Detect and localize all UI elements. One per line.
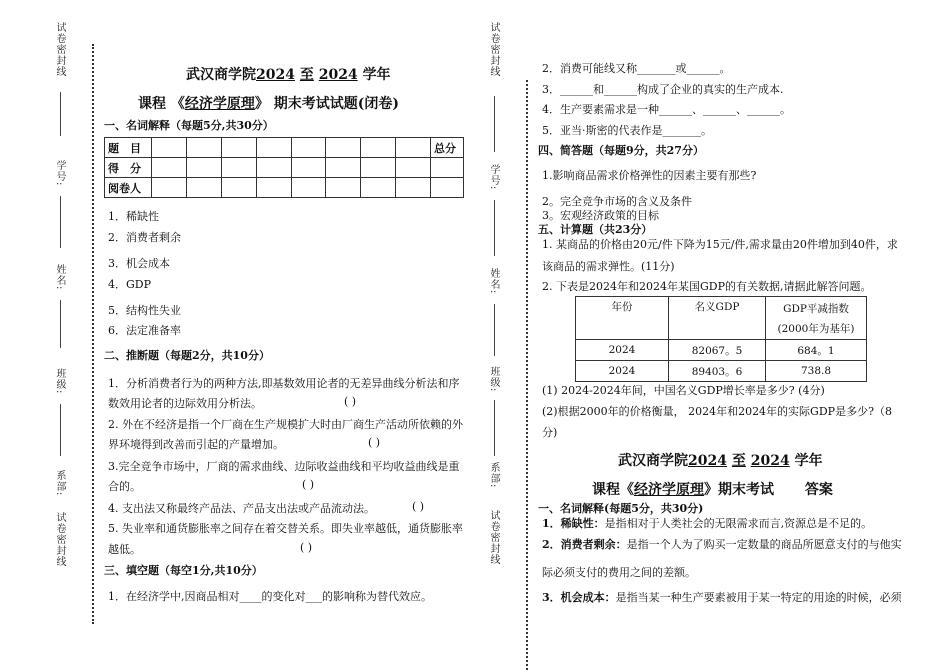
gdp-cell: 2024 (576, 340, 669, 361)
s1-item: 2．消费者剩余 (108, 231, 181, 244)
section1-heading: 一、名词解释（每题5分,共30分） (104, 119, 274, 132)
s1-item: 5．结构性失业 (108, 304, 181, 317)
s2-q2: 2. 外在不经济是指一个厂商在生产规模扩大时由厂商生产活动所依赖的外 (108, 418, 463, 431)
gdp-table (575, 296, 867, 382)
exam-course-title: 课程 《经济学原理》 期末考试试题(闭卷) (138, 96, 399, 112)
student-id-label-2: 学号: (488, 164, 499, 191)
s1-item: 4．GDP (108, 278, 152, 291)
name-label: 姓名: (54, 264, 65, 291)
score-row-title (105, 138, 464, 158)
s1-item: 1．稀缺性 (108, 210, 159, 223)
seal-line-label-bottom-2: 试卷密封线 (488, 510, 499, 565)
class-label-2: 班级: (488, 366, 499, 393)
s5-q1: 该商品的需求弹性。(11分) (542, 260, 675, 273)
gdp-cell: 89403。6 (669, 361, 766, 382)
gdp-cell: 738.8 (766, 361, 867, 382)
gdp-header: 名义GDP (669, 297, 766, 340)
section4-heading: 四、简答题（每题9分，共27分） (538, 144, 704, 157)
s3-q1: 1．在经济学中,因商品相对____的变化对___的影响称为替代效应。 (108, 590, 432, 603)
s3-q5: 5．亚当·斯密的代表作是_______。 (542, 124, 712, 137)
gdp-header-row (576, 297, 867, 340)
s2-q1-mark: ( ) (344, 395, 357, 408)
gdp-row (576, 340, 867, 361)
gdp-header-note: (2000年为基年) (777, 323, 855, 335)
class-label: 班级: (54, 368, 65, 395)
score-row-label: 阅卷人 (105, 178, 152, 198)
s2-q2-mark: ( ) (368, 436, 381, 449)
answer-2-cont: 际必须支付的费用之间的差额。 (542, 566, 696, 579)
s2-q1: 数效用论者的边际效用分析法。 (108, 397, 262, 410)
s1-item: 6．法定准备率 (108, 324, 181, 337)
s5-q2: 2. 下表是2024年和2024年某国GDP的有关数据,请据此解答问题。 (542, 280, 872, 293)
s2-q4: 4. 支出法又称最终产品法、产品支出法或产品流动法。 (108, 502, 375, 515)
binding-line (494, 200, 495, 256)
s3-q4: 4．生产要素需求是一种______、______、______。 (542, 103, 791, 116)
s2-q4-mark: ( ) (412, 500, 425, 513)
total-label: 总分 (431, 138, 464, 158)
answer-1: 1．稀缺性：是指相对于人类社会的无限需求而言,资源总是不足的。 (542, 517, 873, 530)
dept-label-2: 系部: (488, 462, 499, 489)
s1-item: 3．机会成本 (108, 257, 170, 270)
gdp-cell: 82067。5 (669, 340, 766, 361)
section5-heading: 五、计算题（共23分） (538, 223, 653, 236)
student-id-label: 学号: (54, 160, 65, 187)
gdp-cell: 2024 (576, 361, 669, 382)
score-row-label: 得 分 (105, 158, 152, 178)
s5-sub2: 分) (542, 426, 558, 439)
seal-line-label-bottom: 试卷密封线 (54, 512, 65, 567)
answer-3: 3．机会成本：是指当某一种生产要素被用于某一特定的用途的时候，必须 (542, 591, 902, 604)
gdp-header: 年份 (576, 297, 669, 340)
binding-line (60, 196, 61, 248)
binding-line (60, 300, 61, 348)
seal-dotted-line (92, 44, 94, 624)
section3-heading: 三、填空题（每空1分,共10分） (104, 564, 263, 577)
binding-line (494, 304, 495, 356)
score-row-grader (105, 178, 464, 198)
s3-q3: 3．______和______构成了企业的真实的生产成本. (542, 83, 784, 96)
seal-dotted-line-2 (526, 80, 528, 670)
gdp-header-label: GDP平减指数 (783, 303, 849, 315)
name-label-2: 姓名: (488, 268, 499, 295)
s2-q1: 1．分析消费者行为的两种方法,即基数效用论者的无差异曲线分析法和序 (108, 377, 460, 390)
answer-heading: 一、名词解释(每题5分，共30分) (538, 502, 704, 515)
exam-school-year: 武汉商学院2024 至 2024 学年 (186, 67, 391, 83)
s2-q2: 界环境得到改善而引起的产量增加。 (108, 438, 284, 451)
score-row-score (105, 158, 464, 178)
s2-q5: 5. 失业率和通货膨胀率之间存在着交替关系。即失业率越低，通货膨胀率 (108, 522, 463, 535)
s2-q5-mark: ( ) (300, 541, 313, 554)
score-table (104, 137, 464, 198)
gdp-header (766, 297, 867, 340)
s5-q1: 1. 某商品的价格由20元/件下降为15元/件,需求量由20件增加到40件，求 (542, 238, 898, 251)
s4-q3: 3。宏观经济政策的目标 (542, 209, 659, 222)
s2-q3: 合的。 (108, 480, 141, 493)
s5-sub2: (2)根据2000年的价格衡量， 2024年和2024年的实际GDP是多少?（8 (542, 405, 892, 418)
s3-q2: 2．消费可能线又称_______或______。 (542, 62, 731, 75)
s4-q2: 2。完全竞争市场的含义及条件 (542, 195, 692, 208)
dept-label: 系部: (54, 470, 65, 497)
binding-line (60, 92, 61, 136)
s2-q3-mark: ( ) (302, 478, 315, 491)
gdp-cell: 684。1 (766, 340, 867, 361)
s5-sub1: (1) 2024-2024年间，中国名义GDP增长率是多少? (4分) (542, 384, 825, 397)
binding-line (494, 400, 495, 456)
seal-line-label-top: 试卷密封线 (54, 22, 65, 77)
seal-line-label-top-2: 试卷密封线 (488, 22, 499, 77)
answer-course-title: 课程《经济学原理》期末考试 答案 (592, 482, 833, 498)
answer-2: 2．消费者剩余：是指一个人为了购买一定数量的商品所愿意支付的与他实 (542, 538, 902, 551)
s2-q3: 3.完全竞争市场中，厂商的需求曲线、边际收益曲线和平均收益曲线是重 (108, 460, 460, 473)
section2-heading: 二、推断题（每题2分，共10分） (104, 349, 270, 362)
binding-line (494, 96, 495, 152)
gdp-row (576, 361, 867, 382)
s4-q1: 1.影响商品需求价格弹性的因素主要有那些? (542, 169, 757, 182)
s2-q5: 越低。 (108, 543, 141, 556)
answer-school-year: 武汉商学院2024 至 2024 学年 (618, 453, 823, 469)
binding-line (60, 404, 61, 456)
score-row-label: 题 目 (105, 138, 152, 158)
